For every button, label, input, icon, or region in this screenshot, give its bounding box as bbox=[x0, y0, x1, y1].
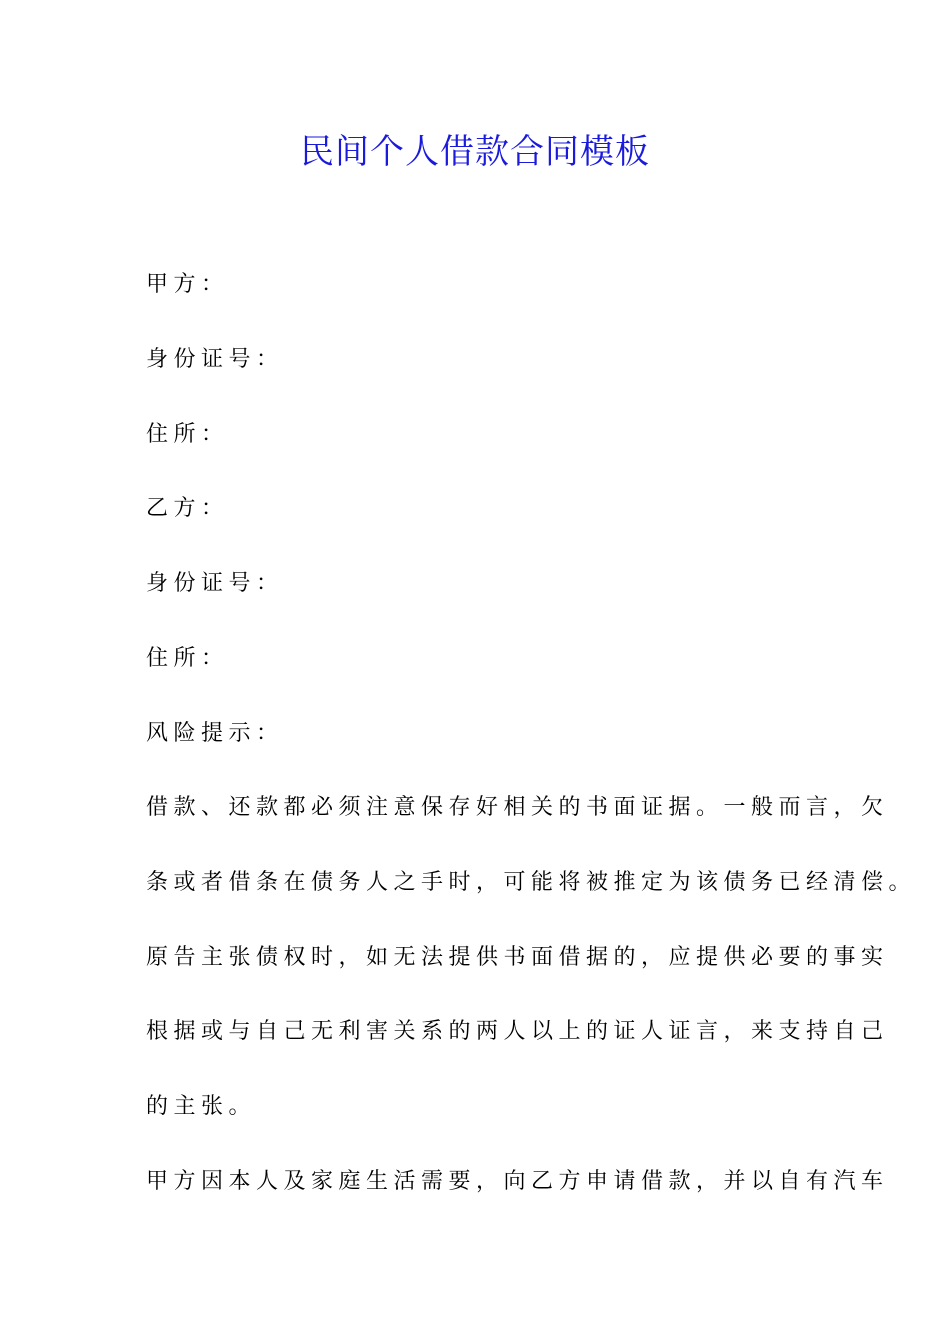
party-a-address-label: 住所： bbox=[146, 422, 229, 447]
document-title: 民间个人借款合同模板 bbox=[300, 132, 650, 172]
party-a-label: 甲方： bbox=[146, 272, 229, 297]
party-b-label: 乙方： bbox=[146, 496, 229, 521]
risk-notice-paragraph-line: 原告主张债权时，如无法提供书面借据的，应提供必要的事实 bbox=[146, 945, 889, 970]
risk-notice-paragraph-line: 根据或与自己无利害关系的两人以上的证人证言，来支持自己 bbox=[146, 1019, 889, 1044]
risk-notice-paragraph-line: 借款、还款都必须注意保存好相关的书面证据。一般而言，欠 bbox=[146, 795, 889, 820]
risk-notice-paragraph-line: 条或者借条在债务人之手时，可能将被推定为该债务已经清偿。 bbox=[146, 870, 917, 895]
party-b-id-label: 身份证号： bbox=[146, 571, 284, 596]
body-paragraph-line: 甲方因本人及家庭生活需要，向乙方申请借款，并以自有汽车 bbox=[146, 1169, 889, 1194]
party-b-address-label: 住所： bbox=[146, 646, 229, 671]
risk-notice-paragraph-line: 的主张。 bbox=[146, 1094, 257, 1119]
risk-notice-heading: 风险提示： bbox=[146, 721, 284, 746]
party-a-id-label: 身份证号： bbox=[146, 347, 284, 372]
